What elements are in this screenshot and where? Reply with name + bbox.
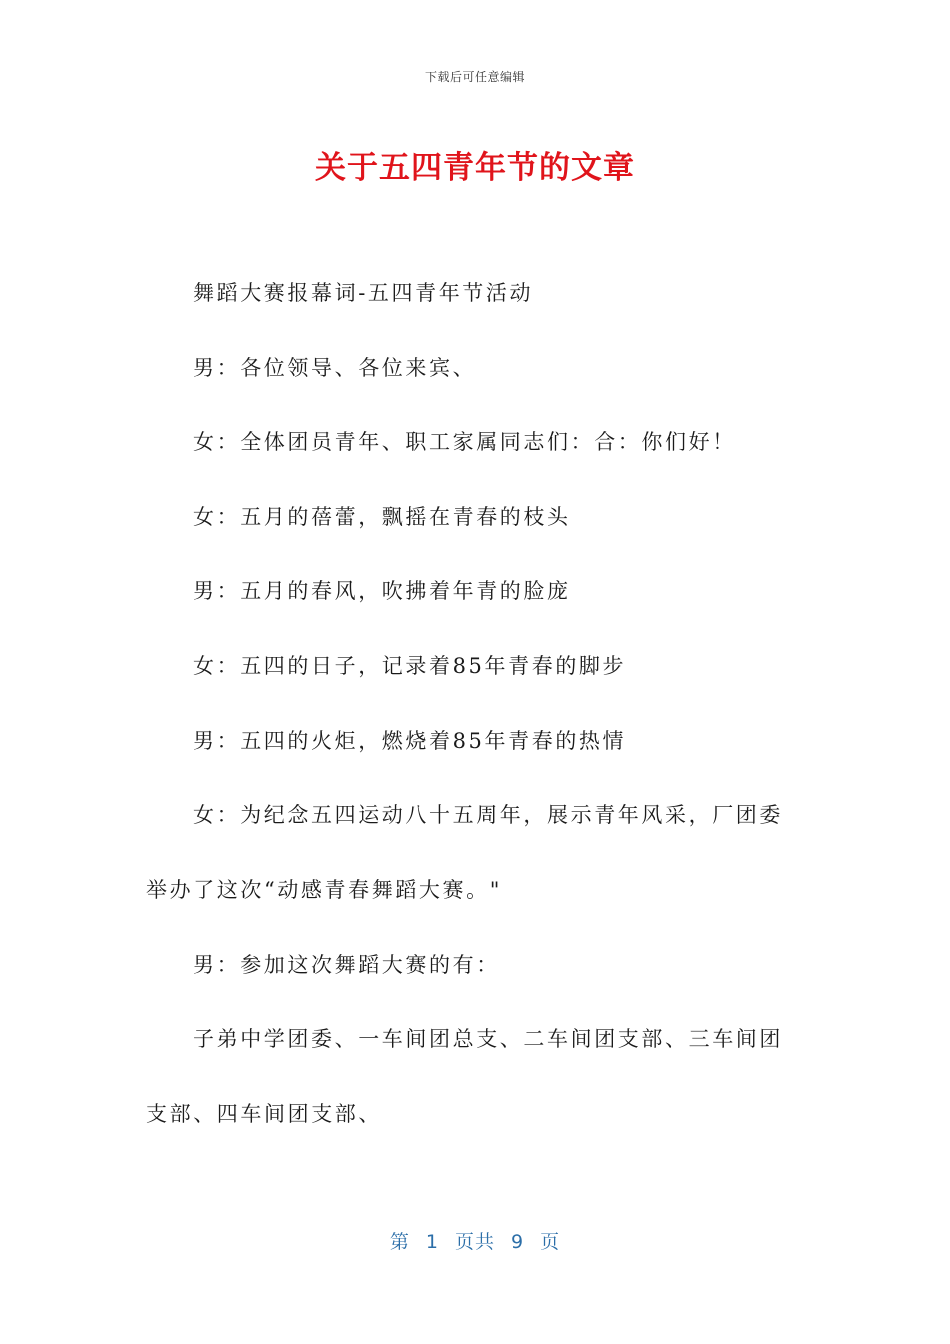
paragraph: 女：全体团员青年、职工家属同志们：合：你们好！ [193,430,736,454]
page-label-suffix: 页 [540,1231,561,1253]
paragraph: 女：五四的日子，记录着85年青春的脚步 [193,654,627,678]
page-label-prefix: 第 [389,1231,410,1253]
page-number-footer [0,1227,950,1254]
current-page-number: 1 [425,1231,439,1253]
total-pages-number: 9 [511,1231,525,1253]
paragraph: 舞蹈大赛报幕词-五四青年节活动 [193,281,534,305]
paragraph: 男：五四的火炬，燃烧着85年青春的热情 [193,729,627,753]
paragraph: 男：各位领导、各位来宾、 [193,356,477,380]
paragraph: 男：参加这次舞蹈大赛的有： [193,953,500,977]
paragraph: 女：为纪念五四运动八十五周年，展示青年风采，厂团委举办了这次“动感青春舞蹈大赛。" [146,803,783,902]
paragraph: 子弟中学团委、一车间团总支、二车间团支部、三车间团支部、四车间团支部、 [146,1027,783,1126]
header-note: 下载后可任意编辑 [424,70,525,84]
paragraph: 男：五月的春风，吹拂着年青的脸庞 [193,579,571,603]
document-title: 关于五四青年节的文章 [315,150,635,186]
paragraph: 女：五月的蓓蕾，飘摇在青春的枝头 [193,505,571,529]
page-label-middle: 页共 [454,1231,495,1253]
